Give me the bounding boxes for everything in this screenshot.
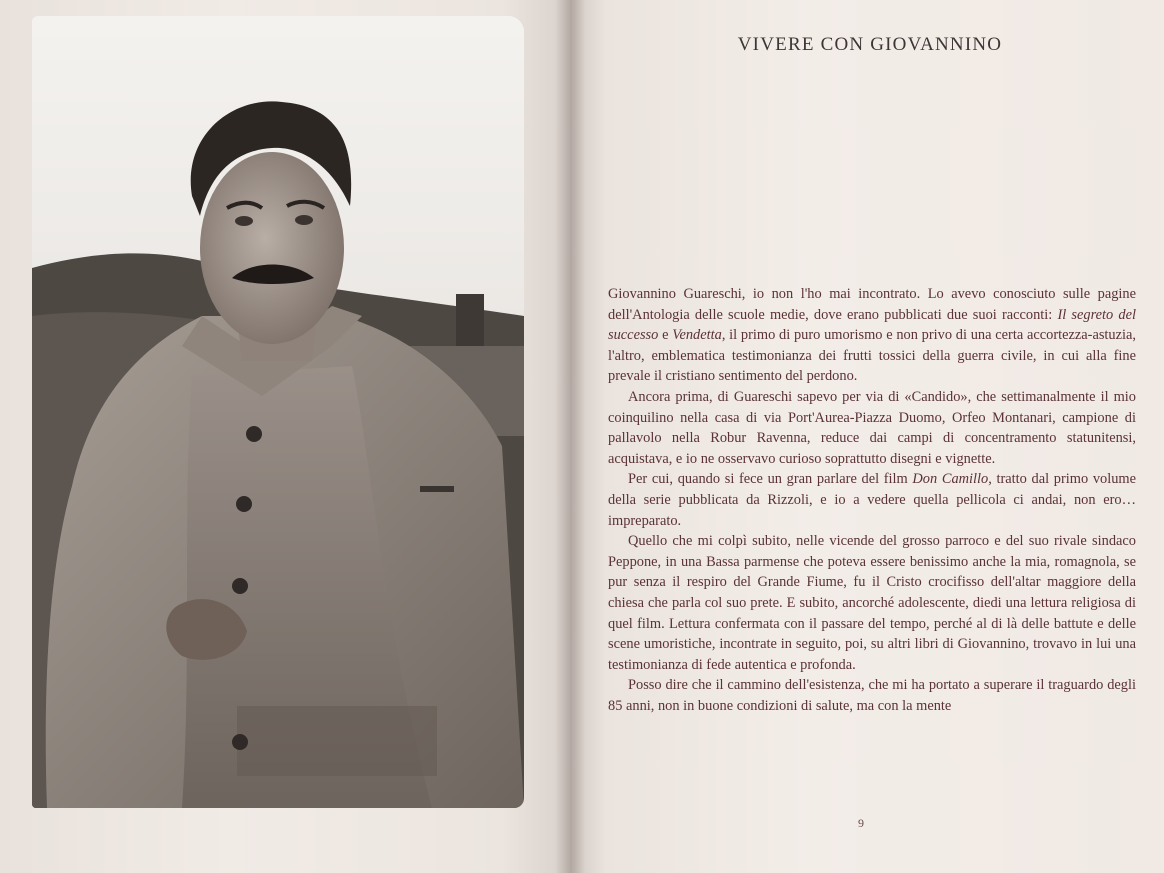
chapter-title: VIVERE CON GIOVANNINO xyxy=(737,34,1003,55)
text-run: Posso dire che il cammino dell'esistenza, che mi ha portato a superare il traguardo degli 85 anni, non in buone condizioni di salute, ma con la mente xyxy=(608,677,1136,714)
paragraph xyxy=(608,531,1136,675)
text-run: , tratto dal primo volume della serie pubblicata da Rizzoli, e io a vedere quella pellicola ci andai, non ero… impreparato. xyxy=(608,471,1136,529)
book-gutter xyxy=(555,0,585,873)
text-run: Quello che mi colpì subito, nelle vicende del grosso parroco e del suo rivale sindaco Peppone, in una Bassa parmense che poteva essere benissimo anche la mia, romagnola, se pur senza il respiro del Grande Fiume, fu il Cristo crocifisso dell'altar maggiore della chiesa che parla col suo prete. E subito, ancorché adolescente, diedi una lettura religiosa di quel film. Lettura confermata con il passare del tempo, perché al di là delle battute e delle scene umoristiche, incontrate in seguito, poi, su altri libri di Giovannino, trovavo in lui una testimonianza di fede autentica e profonda. xyxy=(608,533,1136,673)
paragraph xyxy=(608,284,1136,387)
page-number: 9 xyxy=(858,816,864,830)
text-run: e xyxy=(658,327,673,344)
text-run-italic: Vendetta xyxy=(672,327,722,344)
left-page xyxy=(0,0,570,873)
portrait-photo xyxy=(32,16,524,808)
portrait-illustration xyxy=(32,16,524,808)
paragraph xyxy=(608,469,1136,531)
text-run-italic: Don Camillo xyxy=(912,471,989,488)
paragraph xyxy=(608,675,1136,716)
text-run-italic: Il segreto del successo xyxy=(608,306,1137,344)
paragraph xyxy=(608,387,1136,469)
text-run: , il primo di puro umorismo e non privo di una certa accortezza-astuzia, l'altro, emblematica testimonianza dei frutti tossici della guerra civile, in cui alla fine prevale il cristiano sentimento del perdono. xyxy=(608,327,1136,385)
text-run: Ancora prima, di Guareschi sapevo per via di «Candido», che settimanalmente il mio coinquilino nella casa di via Port'Aurea-Piazza Duomo, Orfeo Montanari, campione di pallavolo nella Robur Ravenna, reduce dai campi di concentramento statunitensi, acquistava, e io ne osservavo curioso soprattutto disegni e vignette. xyxy=(608,388,1136,467)
text-run: Giovannino Guareschi, io non l'ho mai incontrato. Lo avevo conosciuto sulle pagine dell'Antologia delle scuole medie, dove erano pubblicati due suoi racconti: xyxy=(608,286,1136,323)
text-run: Per cui, quando si fece un gran parlare del film xyxy=(628,471,913,488)
body-text xyxy=(608,284,1136,716)
